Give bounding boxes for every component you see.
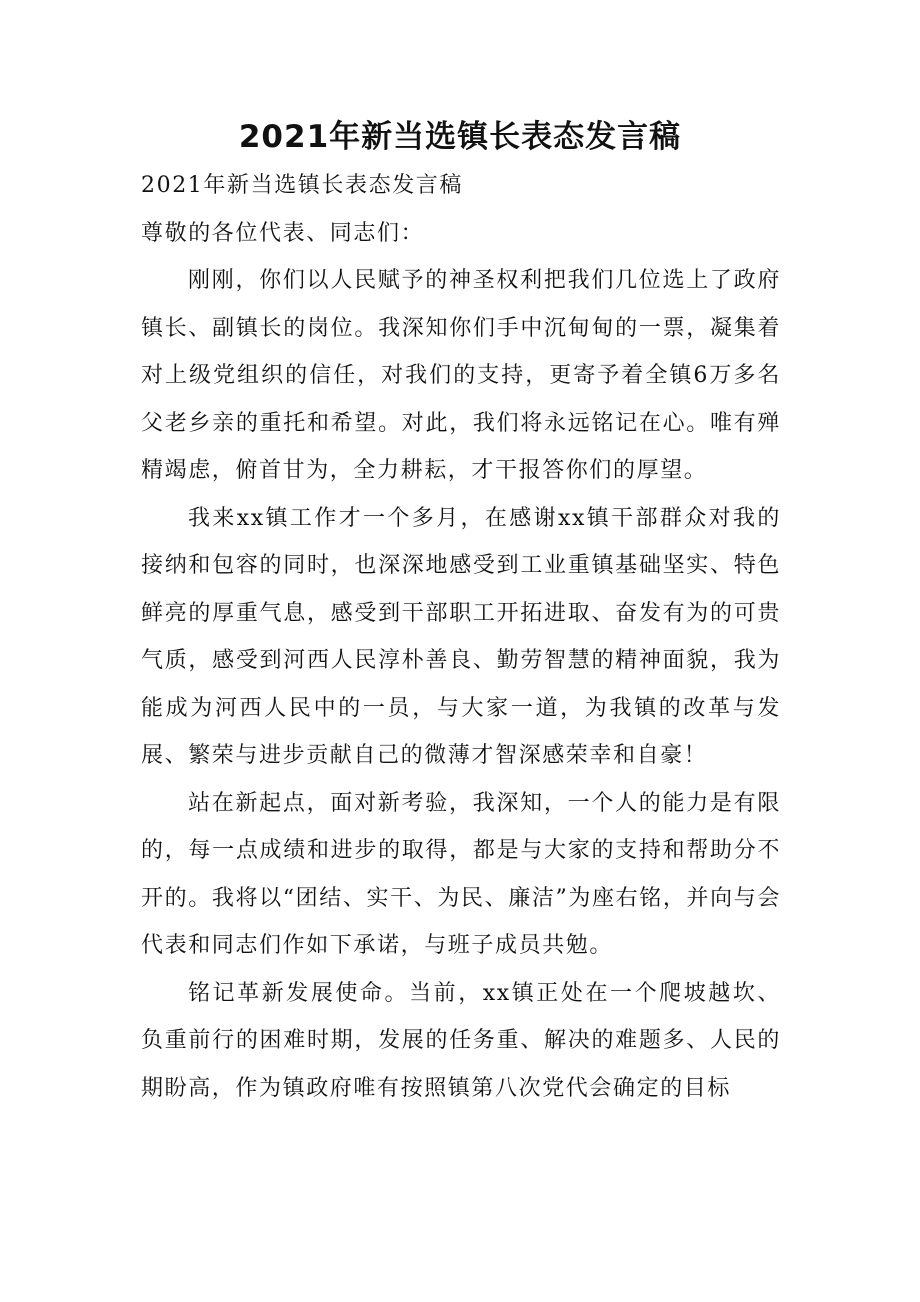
paragraph-2: 我来xx镇工作才一个多月，在感谢xx镇干部群众对我的接纳和包容的同时，也深深地感受到工业重镇基础坚实、特色鲜亮的厚重气息，感受到干部职工开拓进取、奋发有为的可贵气质，感受到河西人民淳朴善良、勤劳智慧的精神面貌，我为能成为河西人民中的一员，与大家一道，为我镇的改革与发展、繁荣与进步贡献自己的微薄才智深感荣幸和自豪！ — [141, 505, 781, 768]
paragraph-4: 铭记革新发展使命。当前，xx镇正处在一个爬坡越坎、负重前行的困难时期，发展的任务重、解决的难题多、人民的期盼高，作为镇政府唯有按照镇第八次党代会确定的目标 — [141, 980, 781, 1101]
paragraph-3: 站在新起点，面对新考验，我深知，一个人的能力是有限的，每一点成绩和进步的取得，都是与大家的支持和帮助分不开的。我将以“团结、实干、为民、廉洁”为座右铭，并向与会代表和同志们作如下承诺，与班子成员共勉。 — [141, 790, 781, 958]
document-title: 2021年新当选镇长表态发言稿 — [238, 119, 682, 155]
salutation: 尊敬的各位代表、同志们： — [141, 220, 425, 246]
document-subtitle: 2021年新当选镇长表态发言稿 — [141, 173, 463, 198]
paragraph-1: 刚刚，你们以人民赋予的神圣权利把我们几位选上了政府镇长、副镇长的岗位。我深知你们手中沉甸甸的一票，凝集着对上级党组织的信任，对我们的支持，更寄予着全镇6万多名父老乡亲的重托和希望。对此，我们将永远铭记在心。唯有殚精竭虑，俯首甘为，全力耕耘，才干报答你们的厚望。 — [141, 268, 781, 483]
document-body — [141, 162, 781, 1112]
